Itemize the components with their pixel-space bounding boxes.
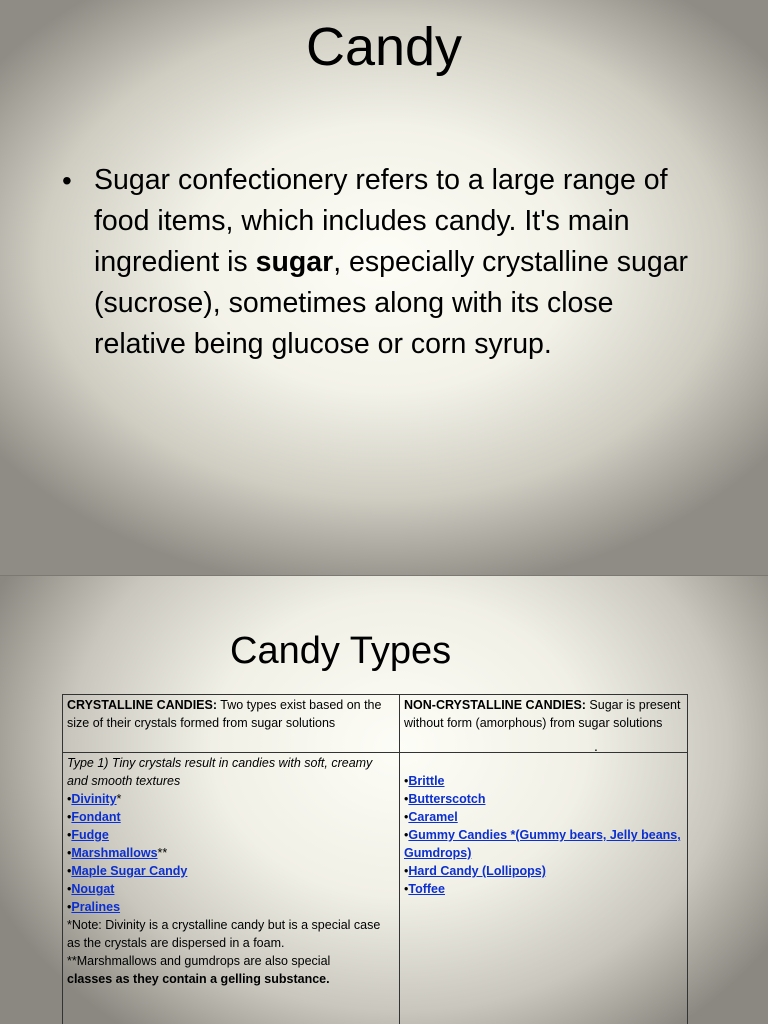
crystalline-list-cell bbox=[63, 753, 400, 1024]
note-line-last: classes as they contain a gelling substance. bbox=[67, 972, 330, 986]
list-item bbox=[404, 790, 684, 808]
list-item bbox=[404, 880, 684, 898]
note-line: **Marshmallows and gumdrops are also special bbox=[67, 954, 331, 968]
item-suffix: * bbox=[116, 792, 122, 806]
link-brittle[interactable]: Brittle bbox=[408, 774, 445, 788]
slide-title-candy-types: Candy Types bbox=[230, 630, 452, 672]
link-butterscotch[interactable]: Butterscotch bbox=[408, 792, 486, 806]
note-line: *Note: Divinity is a crystalline candy but is a special case bbox=[67, 918, 381, 932]
crystalline-header-cell bbox=[63, 695, 400, 753]
list-bullet: • bbox=[404, 882, 409, 896]
list-item bbox=[67, 808, 396, 826]
intro-text-end: , especially crystalline sugar (sucrose), sometimes along with its close relative being glucose or corn syrup. bbox=[94, 246, 689, 360]
list-item bbox=[67, 862, 396, 880]
list-bullet: • bbox=[404, 810, 409, 824]
list-bullet: • bbox=[404, 828, 409, 842]
stray-dot: . bbox=[594, 738, 598, 754]
link-nougat[interactable]: Nougat bbox=[71, 882, 115, 896]
list-bullet: • bbox=[404, 792, 409, 806]
list-bullet: • bbox=[67, 828, 72, 842]
bullet-marker: • bbox=[62, 165, 72, 196]
list-bullet: • bbox=[404, 774, 409, 788]
list-item bbox=[67, 790, 396, 808]
link-hard-candy[interactable]: Hard Candy (Lollipops) bbox=[408, 864, 546, 878]
slide-candy-types bbox=[0, 576, 768, 1024]
list-item bbox=[404, 772, 684, 790]
list-bullet: • bbox=[67, 792, 72, 806]
list-bullet: • bbox=[67, 810, 72, 824]
link-maple-sugar-candy[interactable]: Maple Sugar Candy bbox=[71, 864, 188, 878]
table-body-row bbox=[63, 753, 688, 1024]
link-fondant[interactable]: Fondant bbox=[71, 810, 121, 824]
note-line: as the crystals are dispersed in a foam. bbox=[67, 936, 285, 950]
noncrystalline-list-cell bbox=[400, 753, 688, 1024]
link-divinity[interactable]: Divinity bbox=[71, 792, 117, 806]
list-bullet: • bbox=[67, 864, 72, 878]
list-item bbox=[67, 880, 396, 898]
link-toffee[interactable]: Toffee bbox=[408, 882, 445, 896]
intro-bullet bbox=[62, 160, 702, 365]
list-item bbox=[404, 826, 684, 862]
link-caramel[interactable]: Caramel bbox=[408, 810, 458, 824]
link-pralines[interactable]: Pralines bbox=[71, 900, 121, 914]
intro-text-start: Sugar confectionery refers to a large range of food items, which includes candy. It's main ingredient is bbox=[94, 164, 668, 278]
list-bullet: • bbox=[67, 900, 72, 914]
list-bullet: • bbox=[67, 846, 72, 860]
noncrystalline-header-label: NON-CRYSTALLINE CANDIES: bbox=[404, 698, 586, 712]
list-item bbox=[67, 844, 396, 862]
item-suffix: ** bbox=[157, 846, 168, 860]
link-fudge[interactable]: Fudge bbox=[71, 828, 109, 842]
noncrystalline-header-desc: Sugar is present without form (amorphous) from sugar solutions bbox=[404, 698, 681, 730]
list-bullet: • bbox=[67, 882, 72, 896]
type1-intro-line: and smooth textures bbox=[67, 774, 181, 788]
intro-paragraph bbox=[94, 160, 702, 365]
list-item bbox=[404, 808, 684, 826]
list-item bbox=[67, 898, 396, 916]
link-gummy-candies[interactable]: Gummy Candies *(Gummy bears, Jelly beans, Gumdrops) bbox=[404, 828, 681, 860]
list-item bbox=[67, 826, 396, 844]
crystalline-header-label: CRYSTALLINE CANDIES: bbox=[67, 698, 217, 712]
noncrystalline-header-cell bbox=[400, 695, 688, 753]
list-bullet: • bbox=[404, 864, 409, 878]
slide-title-candy: Candy bbox=[305, 17, 463, 77]
crystalline-header-desc: Two types exist based on the size of their crystals formed from sugar solutions bbox=[67, 698, 382, 730]
list-item bbox=[404, 862, 684, 880]
link-marshmallows[interactable]: Marshmallows bbox=[71, 846, 158, 860]
intro-bold-sugar: sugar bbox=[255, 246, 334, 278]
type1-intro-line: Type 1) Tiny crystals result in candies with soft, creamy bbox=[67, 756, 373, 770]
